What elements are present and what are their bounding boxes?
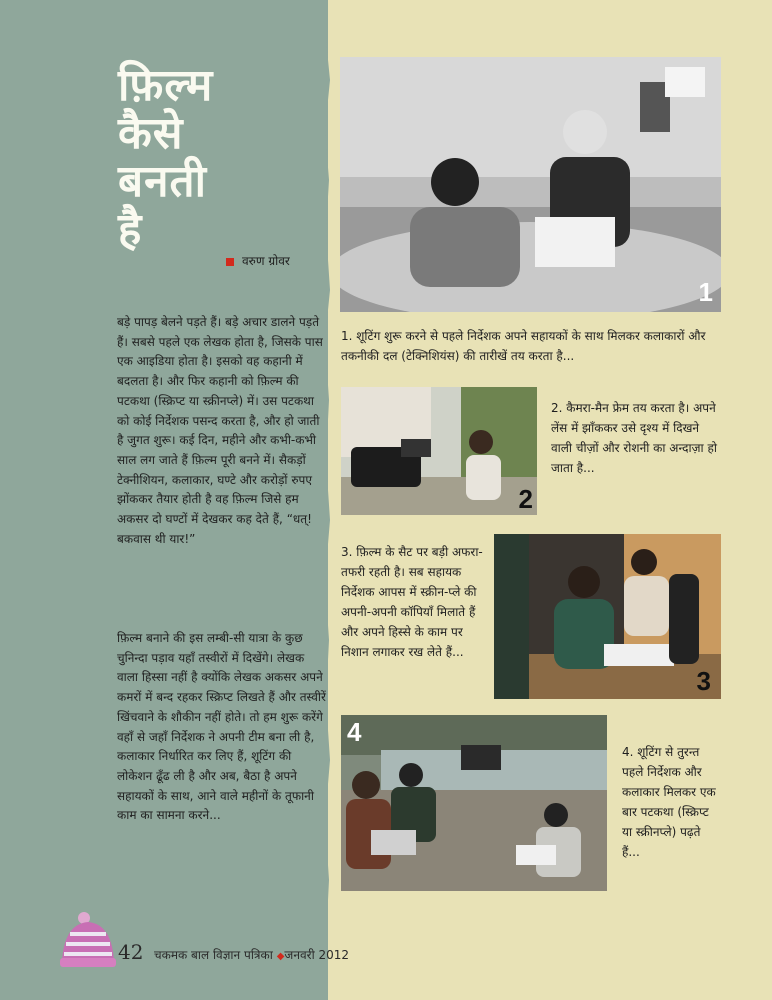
issue-date: जनवरी 2012 xyxy=(284,948,350,962)
title-line-3: बनती xyxy=(118,156,208,207)
photo-2 xyxy=(341,387,537,515)
footer xyxy=(60,912,460,972)
photo-2-image xyxy=(341,387,537,515)
bullet-square-icon xyxy=(226,258,234,266)
body-paragraph-2: फ़िल्म बनाने की इस लम्बी-सी यात्रा के कुछ चुनिन्दा पड़ाव यहाँ तस्वीरों में दिखेंगे। लेखक वाला हिस्सा नहीं है क्योंकि लेखक अकसर अपने कमरों में बन्द रहकर स्क्रिप्ट लिखते हैं और तस्वीरें खिंचवाने के शौकीन नहीं होते। तो हम शुरू करेंगे वहाँ से जहाँ निर्देशक ने अपनी टीम बना ली है, कलाकार निर्धारित कर लिए हैं, शूटिंग की लोकेशन ढूँढ ली है और अब, बैठा है अपने सहायकों के साथ, आने वाले महीनों के तूफानी काम का सामना करने... xyxy=(117,631,326,823)
page-title xyxy=(118,62,236,254)
photo-4 xyxy=(341,715,607,891)
photo-2-caption: 2. कैमरा-मैन फ्रेम तय करता है। अपने लेंस में झाँककर उसे दृश्य में दिखने वाली चीज़ों और रोशनी का अन्दाज़ा हो जाता है... xyxy=(551,401,717,475)
photo-4-caption: 4. शूटिंग से तुरन्त पहले निर्देशक और कलाकार मिलकर एक बार पटकथा (स्क्रिप्ट या स्क्रीनप्ले) पढ़ते हैं... xyxy=(622,745,716,859)
photo-1-image xyxy=(340,57,721,312)
photo-3 xyxy=(494,534,721,699)
photo-1-number: 1 xyxy=(698,277,713,307)
author-byline xyxy=(226,252,290,269)
photo-1 xyxy=(340,57,721,312)
title-line-4: है xyxy=(118,204,143,255)
photo-2-number: 2 xyxy=(518,484,533,514)
woolen-hat-icon xyxy=(60,912,118,968)
author-name: वरुण ग्रोवर xyxy=(242,254,290,268)
photo-3-image xyxy=(494,534,721,699)
title-line-1: फ़िल्म xyxy=(118,60,214,111)
magazine-line xyxy=(154,946,349,963)
diamond-icon: ◆ xyxy=(276,951,285,962)
photo-4-number: 4 xyxy=(347,717,362,747)
photo-1-caption: 1. शूटिंग शुरू करने से पहले निर्देशक अपने सहायकों के साथ मिलकर कलाकारों और तकनीकी दल (टेक्निशियंस) की तारीखें तय करता है... xyxy=(341,329,706,363)
body-paragraph-1: बड़े पापड़ बेलने पड़ते हैं। बड़े अचार डालने पड़ते हैं। सबसे पहले एक लेखक होता है, जिसके पास एक आइडिया होता है। इसको वह कहानी में बदलता है। और फिर कहानी को फ़िल्म की पटकथा (स्क्रिप्ट या स्क्रीनप्ले) में। उस पटकथा को कोई निर्देशक पसन्द करता है, और हो जाती है जुगत शुरू। कई दिन, महीने और कभी-कभी साल लग जाते हैं फ़िल्म पूरी बनने में। सैकड़ों टेक्नीशियन, कलाकार, घण्टे और करोड़ों रुपए झोंककर तैयार होती है वह फ़िल्म जिसे हम अकसर दो घण्टों में देखकर कह देते हैं, “धत्! बकवास थी यार!” xyxy=(117,315,323,546)
photo-4-image xyxy=(341,715,607,891)
title-line-2: कैसे xyxy=(118,108,184,159)
photo-3-caption: 3. फ़िल्म के सैट पर बड़ी अफरा-तफरी रहती है। सब सहायक निर्देशक आपस में स्क्रीन-प्ले की अपनी-अपनी कॉपियाँ मिलाते हैं और अपने हिस्से के काम पर निशान लगाकर रख लेते हैं... xyxy=(341,545,483,659)
magazine-name: चकमक बाल विज्ञान पत्रिका xyxy=(154,948,273,962)
photo-3-number: 3 xyxy=(696,666,711,696)
page-number: 42 xyxy=(118,940,144,964)
